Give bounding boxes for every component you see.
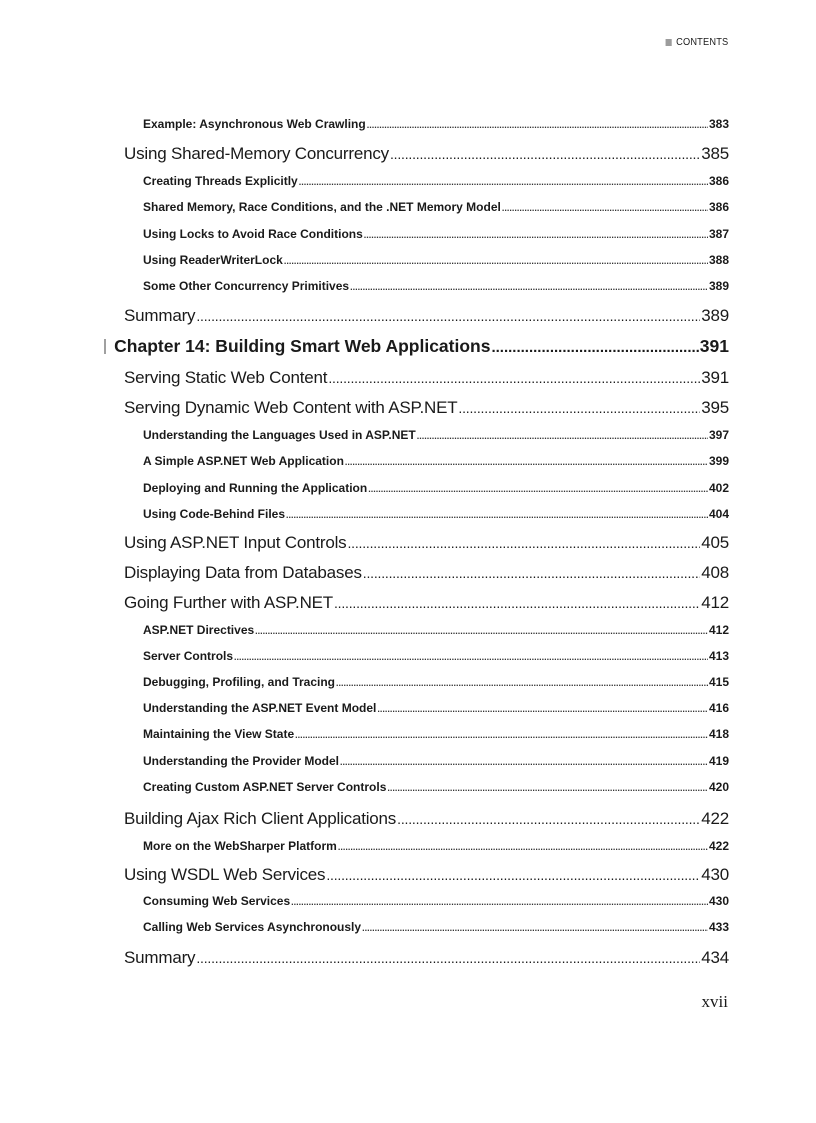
toc-entry-page: 402: [708, 481, 729, 495]
chapter-square-icon: [104, 339, 106, 354]
toc-entry-title: Chapter 14: Building Smart Web Applications: [114, 336, 491, 356]
toc-entry-page: 422: [701, 809, 729, 828]
toc-entry-title: Serving Dynamic Web Content with ASP.NET: [124, 398, 458, 417]
dot-leader: [350, 282, 708, 292]
toc-entry-page: 434: [701, 948, 729, 967]
toc-subsection-entry[interactable]: [143, 839, 729, 853]
toc-subsection-entry[interactable]: [143, 675, 729, 689]
toc-entry-title: Server Controls: [143, 649, 234, 663]
toc-entry-title: Some Other Concurrency Primitives: [143, 279, 350, 293]
toc-entry-title: Understanding the Languages Used in ASP.NET: [143, 428, 416, 442]
dot-leader: [417, 431, 708, 441]
toc-entry-page: 389: [708, 279, 729, 293]
dot-leader: [458, 400, 700, 416]
toc-subsection-entry[interactable]: [143, 623, 729, 637]
dot-leader: [291, 897, 708, 907]
toc-section-entry[interactable]: [124, 593, 729, 613]
toc-subsection-entry[interactable]: [143, 894, 729, 908]
toc-entry-page: 397: [708, 428, 729, 442]
page-number: xvii: [701, 992, 728, 1011]
toc-section-entry[interactable]: [124, 563, 729, 583]
toc-subsection-entry[interactable]: [143, 428, 729, 442]
dot-leader: [196, 950, 700, 966]
dot-leader: [377, 704, 708, 714]
dot-leader: [338, 842, 708, 852]
toc-subsection-entry[interactable]: [143, 701, 729, 715]
toc-entry-title: Shared Memory, Race Conditions, and the .NET Memory Model: [143, 200, 501, 214]
dot-leader: [345, 457, 708, 467]
toc-entry-title: Understanding the ASP.NET Event Model: [143, 701, 377, 715]
toc-entry-page: 420: [708, 780, 729, 794]
toc-subsection-entry[interactable]: [143, 507, 729, 521]
toc-entry-page: 388: [708, 253, 729, 267]
toc-entry-title: More on the WebSharper Platform: [143, 839, 337, 853]
toc-entry-page: 385: [701, 144, 729, 163]
toc-subsection-entry[interactable]: [143, 754, 729, 768]
toc-entry-page: 386: [708, 174, 729, 188]
dot-leader: [364, 230, 708, 240]
dot-leader: [363, 565, 700, 581]
toc-entry-page: 418: [708, 727, 729, 741]
dot-leader: [328, 370, 700, 386]
dot-leader: [340, 757, 708, 767]
toc-subsection-entry[interactable]: [143, 727, 729, 741]
toc-entry-title: Using Code-Behind Files: [143, 507, 286, 521]
square-bullet-icon: [665, 39, 671, 46]
toc-entry-title: Using WSDL Web Services: [124, 865, 326, 884]
toc-subsection-entry[interactable]: [143, 780, 729, 794]
toc-entry-title: Creating Threads Explicitly: [143, 174, 298, 188]
toc-entry-title: Building Ajax Rich Client Applications: [124, 809, 397, 828]
dot-leader: [347, 535, 700, 551]
toc-section-entry[interactable]: [124, 533, 729, 553]
toc-chapter-entry[interactable]: [104, 336, 729, 357]
running-head-label: CONTENTS: [675, 36, 728, 48]
toc-entry-title: Maintaining the View State: [143, 727, 295, 741]
toc-entry-title: Using ASP.NET Input Controls: [124, 533, 347, 552]
toc-entry-title: Example: Asynchronous Web Crawling: [143, 117, 366, 131]
toc-entry-page: 430: [708, 894, 729, 908]
toc-entry-page: 419: [708, 754, 729, 768]
toc-entry-page: 399: [708, 454, 729, 468]
toc-subsection-entry[interactable]: [143, 227, 729, 241]
toc-subsection-entry[interactable]: [143, 279, 729, 293]
dot-leader: [368, 484, 708, 494]
toc-entry-page: 383: [708, 117, 729, 131]
dot-leader: [491, 339, 698, 356]
toc-subsection-entry[interactable]: [143, 454, 729, 468]
dot-leader: [334, 595, 700, 611]
toc-entry-page: 387: [708, 227, 729, 241]
dot-leader: [284, 256, 708, 266]
toc-entry-title: ASP.NET Directives: [143, 623, 255, 637]
dot-leader: [326, 867, 700, 883]
toc-entry-title: Using Shared-Memory Concurrency: [124, 144, 389, 163]
toc-entry-page: 415: [708, 675, 729, 689]
toc-entry-title: Using Locks to Avoid Race Conditions: [143, 227, 363, 241]
toc-entry-page: 408: [701, 563, 729, 582]
toc-entry-title: A Simple ASP.NET Web Application: [143, 454, 344, 468]
toc-subsection-entry[interactable]: [143, 481, 729, 495]
toc-entry-title: Using ReaderWriterLock: [143, 253, 283, 267]
running-head: [665, 36, 728, 48]
toc-entry-title: Debugging, Profiling, and Tracing: [143, 675, 335, 689]
toc-section-entry[interactable]: [124, 306, 729, 326]
toc-entry-page: 404: [708, 507, 729, 521]
dot-leader: [397, 811, 700, 827]
toc-subsection-entry[interactable]: [143, 920, 729, 934]
toc-entry-page: 433: [708, 920, 729, 934]
toc-entry-page: 405: [701, 533, 729, 552]
toc-section-entry[interactable]: [124, 398, 729, 418]
toc-entry-page: 430: [701, 865, 729, 884]
toc-section-entry[interactable]: [124, 865, 729, 885]
toc-entry-title: Calling Web Services Asynchronously: [143, 920, 362, 934]
dot-leader: [367, 120, 708, 130]
toc-entry-title: Deploying and Running the Application: [143, 481, 368, 495]
toc-entry-title: Summary: [124, 306, 196, 325]
toc-entry-page: 416: [708, 701, 729, 715]
toc-entry-page: 422: [708, 839, 729, 853]
toc-entry-page: 412: [708, 623, 729, 637]
toc-entry-page: 395: [701, 398, 729, 417]
toc-entry-page: 413: [708, 649, 729, 663]
dot-leader: [387, 783, 708, 793]
toc-section-entry[interactable]: [124, 809, 729, 829]
dot-leader: [336, 678, 708, 688]
toc-subsection-entry[interactable]: [143, 253, 729, 267]
toc-entry-title: Displaying Data from Databases: [124, 563, 362, 582]
toc-subsection-entry[interactable]: [143, 174, 729, 188]
toc-entry-page: 391: [699, 336, 729, 356]
toc-subsection-entry[interactable]: [143, 649, 729, 663]
toc-entry-page: 389: [701, 306, 729, 325]
toc-subsection-entry[interactable]: [143, 117, 729, 131]
dot-leader: [295, 730, 708, 740]
toc-entry-page: 391: [701, 368, 729, 387]
toc-section-entry[interactable]: [124, 368, 729, 388]
toc-entry-title: Creating Custom ASP.NET Server Controls: [143, 780, 387, 794]
toc-section-entry[interactable]: [124, 948, 729, 968]
toc-entry-page: 412: [701, 593, 729, 612]
dot-leader: [286, 510, 708, 520]
dot-leader: [299, 177, 708, 187]
toc-entry-title: Consuming Web Services: [143, 894, 291, 908]
toc-entry-title: Understanding the Provider Model: [143, 754, 340, 768]
dot-leader: [255, 626, 708, 636]
toc-subsection-entry[interactable]: [143, 200, 729, 214]
toc-entry-title: Serving Static Web Content: [124, 368, 328, 387]
dot-leader: [390, 146, 700, 162]
toc-entry-page: 386: [708, 200, 729, 214]
dot-leader: [196, 308, 700, 324]
dot-leader: [362, 923, 708, 933]
dot-leader: [502, 203, 708, 213]
toc-entry-title: Summary: [124, 948, 196, 967]
toc-entry-title: Going Further with ASP.NET: [124, 593, 333, 612]
toc-section-entry[interactable]: [124, 144, 729, 164]
dot-leader: [234, 652, 708, 662]
